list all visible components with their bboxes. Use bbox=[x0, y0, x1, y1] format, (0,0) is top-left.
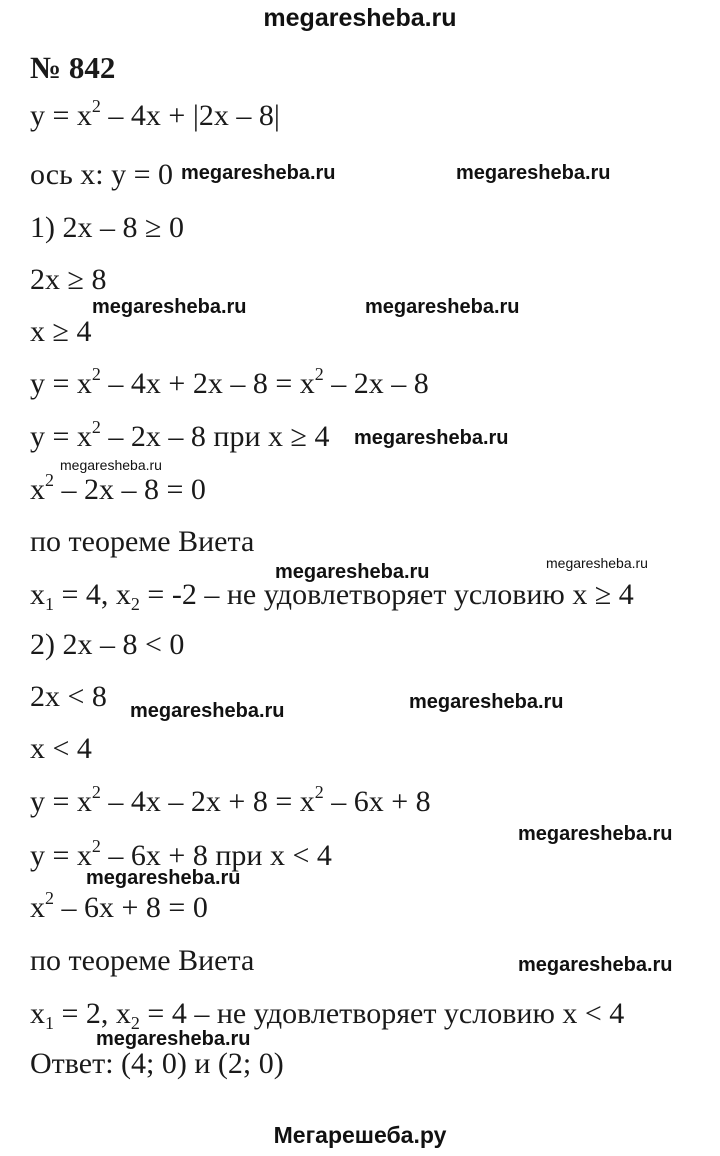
case1-function-domain bbox=[30, 419, 330, 455]
text-part: Ответ: (4; 0) и (2; 0) bbox=[30, 1047, 284, 1080]
text-part: ось x: y = 0 bbox=[30, 158, 173, 191]
watermark: megaresheba.ru bbox=[518, 823, 673, 845]
exponent: 2 bbox=[91, 96, 101, 116]
text-part: – 6x + 8 bbox=[323, 785, 431, 818]
text-part: y = x bbox=[30, 785, 92, 818]
exponent: 2 bbox=[91, 782, 101, 802]
text-part: x bbox=[30, 473, 45, 506]
watermark: megaresheba.ru bbox=[181, 162, 336, 184]
watermark: megaresheba.ru bbox=[409, 691, 564, 713]
case1-equation bbox=[30, 472, 206, 508]
exponent: 2 bbox=[45, 470, 54, 490]
text-part: x bbox=[30, 997, 45, 1030]
text-part: x ≥ 4 bbox=[30, 315, 92, 348]
case2-function bbox=[30, 784, 431, 820]
text-part: – 4x + 2x – 8 = x bbox=[100, 367, 315, 400]
text-part: по теореме Виета bbox=[30, 525, 255, 558]
site-header: megaresheba.ru bbox=[263, 4, 457, 32]
exponent: 2 bbox=[91, 364, 101, 384]
text-part: y = x bbox=[30, 367, 92, 400]
case2-roots bbox=[30, 996, 624, 1032]
watermark: megaresheba.ru bbox=[456, 162, 611, 184]
case2-result bbox=[30, 731, 92, 767]
case1-function bbox=[30, 366, 429, 402]
case1-step bbox=[30, 262, 106, 298]
subscript: 1 bbox=[45, 1013, 54, 1033]
watermark: megaresheba.ru bbox=[130, 700, 285, 722]
text-part: – 2x – 8 при x ≥ 4 bbox=[100, 420, 330, 453]
text-part: x bbox=[30, 891, 45, 924]
text-part: y = x bbox=[30, 99, 92, 132]
text-part: y = x bbox=[30, 839, 92, 872]
text-part: – 2x – 8 = 0 bbox=[54, 473, 206, 506]
subscript: 1 bbox=[45, 594, 54, 614]
watermark: megaresheba.ru bbox=[365, 296, 520, 318]
watermark: megaresheba.ru bbox=[546, 555, 648, 571]
text-part: 2x < 8 bbox=[30, 680, 107, 713]
text-part: – 4x – 2x + 8 = x bbox=[100, 785, 315, 818]
exponent: 2 bbox=[45, 888, 54, 908]
text-part: x bbox=[30, 578, 45, 611]
text-part: – 4x + |2x – 8| bbox=[100, 99, 280, 132]
text-part: – 6x + 8 = 0 bbox=[54, 891, 208, 924]
case1-condition bbox=[30, 210, 184, 246]
text-part: 2) 2x – 8 < 0 bbox=[30, 628, 185, 661]
text-part: – 2x – 8 bbox=[323, 367, 429, 400]
text-part: 2x ≥ 8 bbox=[30, 263, 107, 296]
text-part: = -2 – не удовлетворяет условию x ≥ 4 bbox=[139, 578, 634, 611]
exponent: 2 bbox=[91, 836, 101, 856]
watermark: megaresheba.ru bbox=[86, 867, 241, 889]
watermark: megaresheba.ru bbox=[92, 296, 247, 318]
subscript: 2 bbox=[130, 594, 140, 614]
text-part: – 6x + 8 при x < 4 bbox=[100, 839, 332, 872]
task-number: № 842 bbox=[30, 50, 116, 85]
case1-vieta bbox=[30, 524, 254, 560]
watermark: megaresheba.ru bbox=[60, 457, 162, 473]
exponent: 2 bbox=[314, 782, 324, 802]
site-footer: Мегарешеба.ру bbox=[273, 1122, 447, 1148]
case2-step bbox=[30, 679, 107, 715]
text-part: = 4 – не удовлетворяет условию x < 4 bbox=[139, 997, 625, 1030]
text-part: 1) 2x – 8 ≥ 0 bbox=[30, 211, 184, 244]
text-part: x < 4 bbox=[30, 732, 92, 765]
answer-line bbox=[30, 1046, 284, 1082]
text-part: = 2, x bbox=[54, 997, 131, 1030]
watermark: megaresheba.ru bbox=[96, 1028, 251, 1050]
exponent: 2 bbox=[314, 364, 324, 384]
case2-condition bbox=[30, 627, 184, 663]
text-line-x-axis bbox=[30, 157, 173, 193]
watermark: megaresheba.ru bbox=[354, 427, 509, 449]
watermark: megaresheba.ru bbox=[275, 561, 430, 583]
exponent: 2 bbox=[91, 417, 101, 437]
text-part: = 4, x bbox=[54, 578, 131, 611]
text-part: y = x bbox=[30, 420, 92, 453]
watermark: megaresheba.ru bbox=[518, 954, 673, 976]
text-part: по теореме Виета bbox=[30, 944, 255, 977]
case1-result bbox=[30, 314, 91, 350]
subscript: 2 bbox=[130, 1013, 140, 1033]
equation-line-function bbox=[30, 98, 280, 134]
case2-equation bbox=[30, 890, 208, 926]
case2-vieta bbox=[30, 943, 254, 979]
